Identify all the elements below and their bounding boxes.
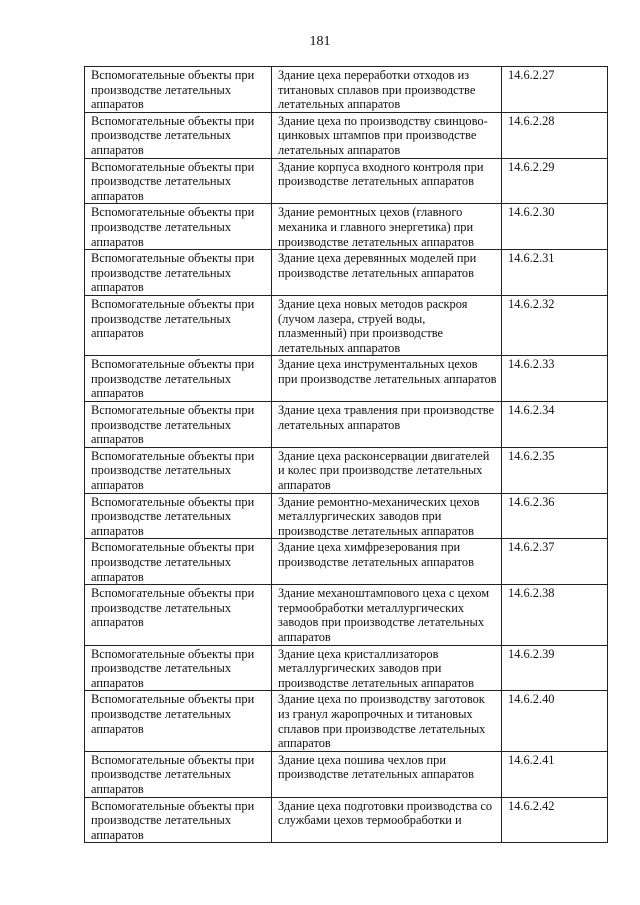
category-cell: Вспомогательные объекты при производстве летательных аппаратов xyxy=(85,204,272,250)
building-cell: Здание корпуса входного контроля при производстве летательных аппаратов xyxy=(272,158,502,204)
code-cell: 14.6.2.36 xyxy=(502,493,608,539)
table-row xyxy=(85,751,608,797)
code-cell: 14.6.2.31 xyxy=(502,250,608,296)
table-row xyxy=(85,691,608,751)
category-cell: Вспомогательные объекты при производстве летательных аппаратов xyxy=(85,250,272,296)
category-cell: Вспомогательные объекты при производстве летательных аппаратов xyxy=(85,402,272,448)
code-cell: 14.6.2.29 xyxy=(502,158,608,204)
category-cell: Вспомогательные объекты при производстве летательных аппаратов xyxy=(85,585,272,645)
table-row xyxy=(85,447,608,493)
table-row xyxy=(85,585,608,645)
registry-table xyxy=(84,66,608,843)
category-cell: Вспомогательные объекты при производстве летательных аппаратов xyxy=(85,158,272,204)
category-cell: Вспомогательные объекты при производстве летательных аппаратов xyxy=(85,539,272,585)
building-cell: Здание цеха кристаллизаторов металлургических заводов при производстве летательных аппаратов xyxy=(272,645,502,691)
category-cell: Вспомогательные объекты при производстве летательных аппаратов xyxy=(85,112,272,158)
code-cell: 14.6.2.38 xyxy=(502,585,608,645)
table-row xyxy=(85,204,608,250)
building-cell: Здание цеха травления при производстве летательных аппаратов xyxy=(272,402,502,448)
category-cell: Вспомогательные объекты при производстве летательных аппаратов xyxy=(85,67,272,113)
code-cell: 14.6.2.41 xyxy=(502,751,608,797)
table-row xyxy=(85,797,608,843)
category-cell: Вспомогательные объекты при производстве летательных аппаратов xyxy=(85,493,272,539)
code-cell: 14.6.2.42 xyxy=(502,797,608,843)
page-number: 181 xyxy=(309,34,331,49)
table-row xyxy=(85,493,608,539)
code-cell: 14.6.2.33 xyxy=(502,356,608,402)
building-cell: Здание цеха деревянных моделей при производстве летательных аппаратов xyxy=(272,250,502,296)
building-cell: Здание цеха инструментальных цехов при производстве летательных аппаратов xyxy=(272,356,502,402)
code-cell: 14.6.2.30 xyxy=(502,204,608,250)
table-row xyxy=(85,67,608,113)
category-cell: Вспомогательные объекты при производстве летательных аппаратов xyxy=(85,751,272,797)
code-cell: 14.6.2.39 xyxy=(502,645,608,691)
table-row xyxy=(85,295,608,355)
building-cell: Здание цеха по производству свинцово-цинковых штампов при производстве летательных аппаратов xyxy=(272,112,502,158)
building-cell: Здание цеха подготовки производства со службами цехов термообработки и xyxy=(272,797,502,843)
table-row xyxy=(85,158,608,204)
table-row xyxy=(85,356,608,402)
code-cell: 14.6.2.27 xyxy=(502,67,608,113)
category-cell: Вспомогательные объекты при производстве летательных аппаратов xyxy=(85,645,272,691)
code-cell: 14.6.2.40 xyxy=(502,691,608,751)
building-cell: Здание цеха новых методов раскроя (лучом лазера, струей воды, плазменный) при производстве летательных аппаратов xyxy=(272,295,502,355)
building-cell: Здание цеха химфрезерования при производстве летательных аппаратов xyxy=(272,539,502,585)
table-row xyxy=(85,645,608,691)
code-cell: 14.6.2.34 xyxy=(502,402,608,448)
building-cell: Здание цеха пошива чехлов при производстве летательных аппаратов xyxy=(272,751,502,797)
table-row xyxy=(85,250,608,296)
building-cell: Здание цеха расконсервации двигателей и колес при производстве летательных аппаратов xyxy=(272,447,502,493)
building-cell: Здание ремонтно-механических цехов металлургических заводов при производстве летательных аппаратов xyxy=(272,493,502,539)
code-cell: 14.6.2.32 xyxy=(502,295,608,355)
category-cell: Вспомогательные объекты при производстве летательных аппаратов xyxy=(85,447,272,493)
code-cell: 14.6.2.28 xyxy=(502,112,608,158)
code-cell: 14.6.2.37 xyxy=(502,539,608,585)
building-cell: Здание цеха переработки отходов из титановых сплавов при производстве летательных аппаратов xyxy=(272,67,502,113)
table-row xyxy=(85,112,608,158)
table-row xyxy=(85,539,608,585)
building-cell: Здание ремонтных цехов (главного механика и главного энергетика) при производстве летательных аппаратов xyxy=(272,204,502,250)
category-cell: Вспомогательные объекты при производстве летательных аппаратов xyxy=(85,691,272,751)
table-row xyxy=(85,402,608,448)
category-cell: Вспомогательные объекты при производстве летательных аппаратов xyxy=(85,356,272,402)
category-cell: Вспомогательные объекты при производстве летательных аппаратов xyxy=(85,295,272,355)
registry-table-body xyxy=(85,67,608,843)
building-cell: Здание цеха по производству заготовок из гранул жаропрочных и титановых сплавов при производстве летательных аппаратов xyxy=(272,691,502,751)
building-cell: Здание механоштампового цеха с цехом термообработки металлургических заводов при производстве летательных аппаратов xyxy=(272,585,502,645)
code-cell: 14.6.2.35 xyxy=(502,447,608,493)
category-cell: Вспомогательные объекты при производстве летательных аппаратов xyxy=(85,797,272,843)
